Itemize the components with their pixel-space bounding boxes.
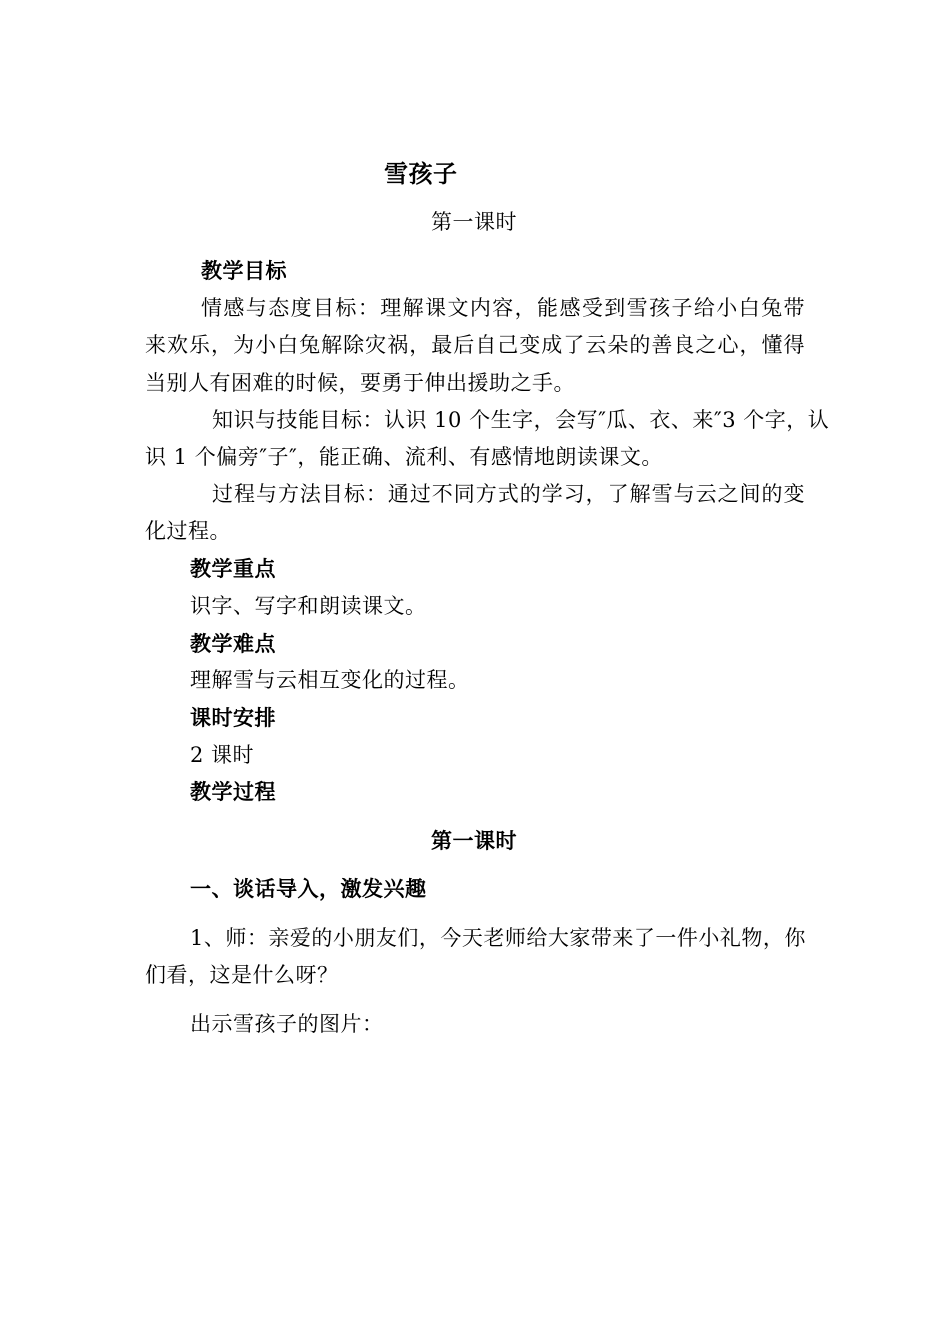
- goal1-line3: 当别人有困难的时候，要勇于伸出援助之手。: [145, 371, 575, 395]
- schedule-heading: 课时安排: [190, 706, 276, 730]
- key-text: 识字、写字和朗读课文。: [190, 594, 427, 618]
- goal1-line2: 来欢乐，为小白兔解除灾祸，最后自己变成了云朵的善良之心，懂得: [145, 333, 805, 357]
- key-heading: 教学重点: [190, 557, 276, 581]
- document-title: 雪孩子: [384, 160, 458, 188]
- document-subtitle: 第一课时: [431, 210, 517, 234]
- process-heading: 教学过程: [190, 780, 276, 804]
- section1-heading: 一、谈话导入，激发兴趣: [190, 877, 427, 901]
- schedule-text: 2 课时: [190, 743, 255, 767]
- lesson1-heading: 第一课时: [431, 829, 517, 853]
- para1-line2: 们看，这是什么呀？: [145, 963, 339, 987]
- goal3-line2: 化过程。: [145, 519, 231, 543]
- goal1-line1: 情感与态度目标：理解课文内容，能感受到雪孩子给小白兔带: [201, 296, 805, 320]
- difficulty-text: 理解雪与云相互变化的过程。: [190, 668, 470, 692]
- difficulty-heading: 教学难点: [190, 632, 276, 656]
- goal3-line1: 过程与方法目标：通过不同方式的学习，了解雪与云之间的变: [212, 482, 805, 506]
- goal2-line2: 识 1 个偏旁″子″，能正确、流利、有感情地朗读课文。: [145, 445, 663, 469]
- goals-heading: 教学目标: [201, 259, 287, 283]
- para2: 出示雪孩子的图片：: [190, 1012, 384, 1036]
- goal2-line1: 知识与技能目标：认识 10 个生字，会写″瓜、衣、来″3 个字，认: [212, 408, 830, 432]
- para1-line1: 1、师：亲爱的小朋友们，今天老师给大家带来了一件小礼物，你: [190, 926, 806, 950]
